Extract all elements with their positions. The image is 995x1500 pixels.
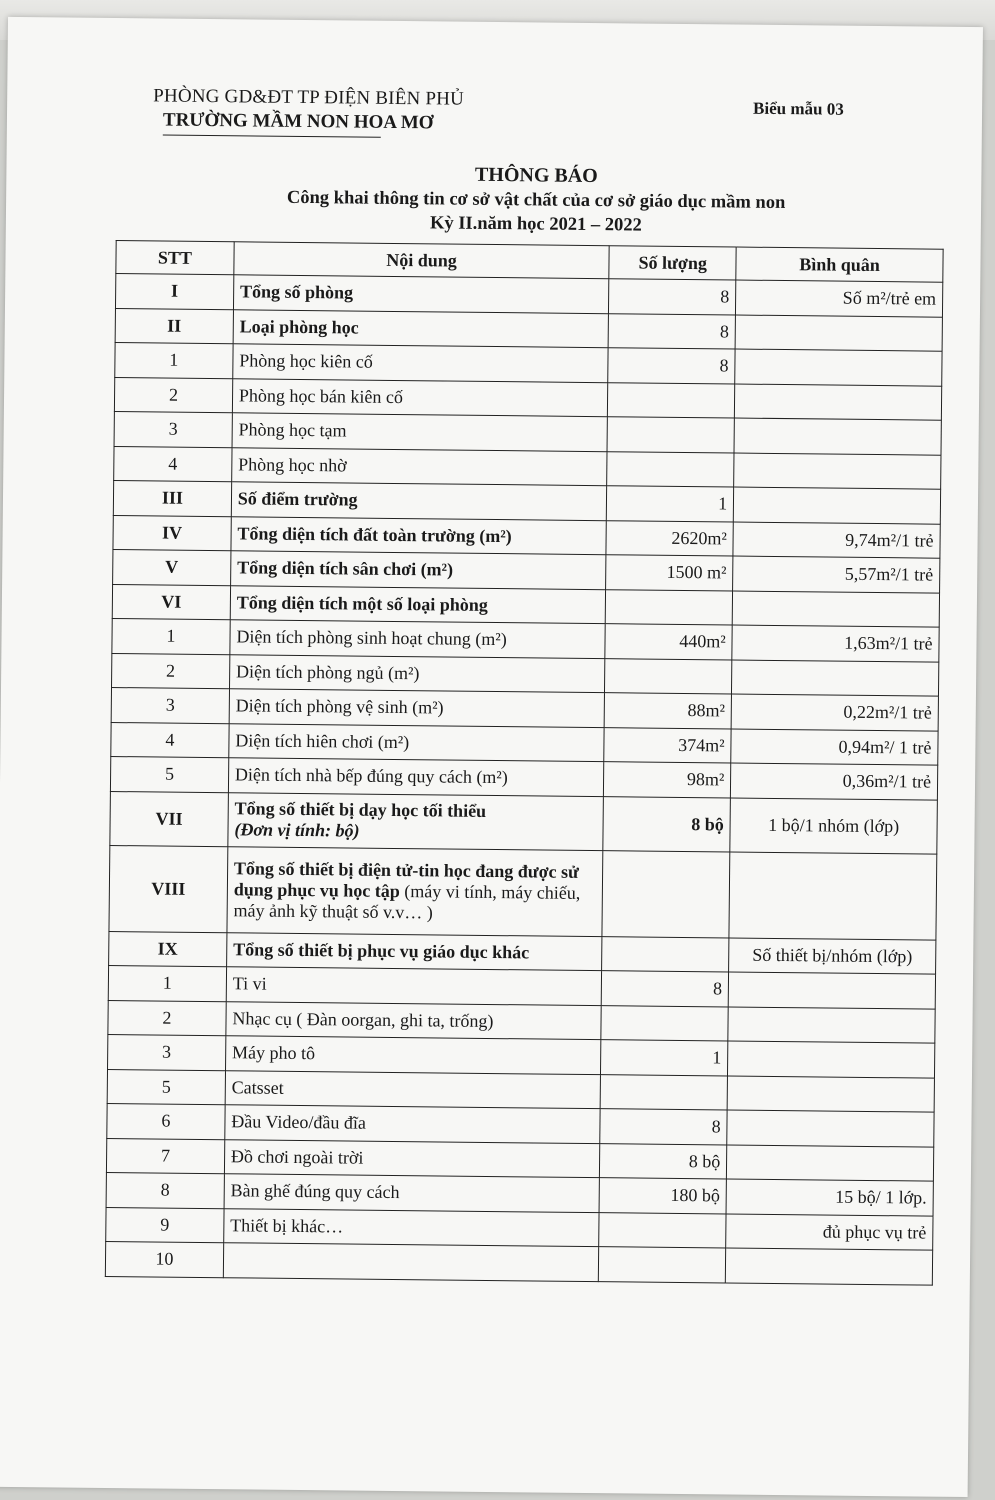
content-text: Tổng số phòng: [239, 281, 354, 303]
cell-stt: 4: [111, 722, 229, 758]
header-average: Bình quân: [736, 247, 943, 282]
cell-quantity: 1500 m²: [606, 555, 733, 591]
cell-quantity: [599, 1247, 726, 1283]
cell-content: [233, 275, 609, 313]
cell-content: [225, 1036, 601, 1074]
cell-content: [233, 309, 609, 347]
content-text: Catsset: [231, 1077, 284, 1098]
content-text: Phòng học bán kiên cố: [238, 385, 404, 407]
content-text: Diện tích phòng sinh hoạt chung (m²): [236, 626, 507, 650]
cell-average: Số thiết bị/nhóm (lớp): [729, 937, 936, 974]
content-text: Tổng diện tích đất toàn trường (m²): [237, 523, 512, 546]
cell-stt: 8: [106, 1172, 224, 1208]
cell-content: [226, 967, 602, 1005]
cell-content: [232, 413, 608, 451]
cell-quantity: 8: [600, 1109, 727, 1145]
cell-average: [727, 1075, 934, 1112]
table-body: [105, 274, 942, 1285]
cell-average: 5,57m²/1 trẻ: [733, 556, 940, 593]
content-text: Phòng học kiên cố: [239, 350, 373, 372]
cell-stt: 5: [110, 757, 228, 793]
cell-content: [227, 846, 603, 936]
cell-content: [225, 1105, 601, 1143]
content-text: Phòng học nhờ: [238, 454, 347, 476]
cell-quantity: 98m²: [604, 762, 731, 798]
cell-stt: 1: [108, 966, 226, 1002]
cell-average: 15 bộ/ 1 lớp.: [726, 1179, 933, 1216]
title-block: [106, 158, 967, 241]
cell-average: [732, 660, 939, 697]
cell-stt: I: [115, 274, 233, 310]
cell-quantity: [607, 417, 734, 453]
cell-content: [225, 1070, 601, 1108]
school-term: Kỳ II.năm học 2021 – 2022: [429, 213, 642, 236]
cell-quantity: 2620m²: [606, 520, 733, 556]
cell-quantity: [605, 658, 732, 694]
cell-average: 1,63m²/1 trẻ: [732, 625, 939, 662]
cell-quantity: 180 bộ: [599, 1178, 726, 1214]
cell-content: [230, 620, 606, 658]
cell-content: [228, 792, 604, 850]
cell-quantity: [602, 936, 729, 972]
cell-content: [231, 516, 607, 554]
content-text: Diện tích hiên chơi (m²): [235, 730, 410, 752]
cell-average: 0,36m²/1 trẻ: [731, 763, 938, 800]
cell-average: 1 bộ/1 nhóm (lớp): [730, 798, 937, 854]
cell-stt: 3: [108, 1034, 226, 1070]
cell-stt: 3: [114, 412, 232, 448]
cell-stt: IX: [109, 931, 227, 967]
cell-average: [728, 1041, 935, 1078]
facilities-table: [105, 240, 944, 1285]
cell-quantity: 8 bộ: [600, 1143, 727, 1179]
cell-average: [728, 1006, 935, 1043]
cell-content: [229, 654, 605, 692]
cell-average: [729, 852, 937, 940]
cell-content: [223, 1243, 599, 1281]
cell-average: [726, 1248, 933, 1285]
content-text: Thiết bị khác…: [230, 1215, 344, 1237]
cell-average: đủ phục vụ trẻ: [726, 1213, 933, 1250]
cell-content: [232, 447, 608, 485]
cell-stt: II: [115, 308, 233, 344]
cell-average: [734, 453, 941, 490]
document-page: [0, 17, 983, 1497]
cell-content: [224, 1174, 600, 1212]
cell-average: [735, 349, 942, 386]
cell-average: 0,22m²/1 trẻ: [731, 694, 938, 731]
cell-quantity: 8: [602, 971, 729, 1007]
cell-content: [224, 1208, 600, 1246]
cell-content: [233, 344, 609, 382]
content-text: Đồ chơi ngoài trời: [230, 1146, 364, 1168]
cell-average: [727, 1110, 934, 1147]
cell-quantity: 1: [601, 1040, 728, 1076]
cell-stt: 1: [112, 619, 230, 655]
table-row: [105, 1241, 932, 1284]
cell-stt: VI: [112, 584, 230, 620]
issuer-block: [153, 84, 464, 138]
header-quantity: Số lượng: [609, 246, 736, 280]
cell-quantity: 88m²: [604, 693, 731, 729]
cell-quantity: [607, 451, 734, 487]
cell-content: [232, 378, 608, 416]
cell-stt: 2: [114, 377, 232, 413]
table-row: [109, 845, 937, 940]
content-text: Bàn ghế đúng quy cách: [230, 1180, 400, 1203]
cell-quantity: 8: [608, 313, 735, 349]
cell-content: [230, 551, 606, 589]
cell-content: [229, 689, 605, 727]
cell-average: [734, 418, 941, 455]
cell-quantity: 374m²: [604, 727, 731, 763]
cell-stt: VIII: [109, 845, 228, 932]
cell-quantity: [608, 382, 735, 418]
document-title: THÔNG BÁO: [474, 163, 598, 188]
cell-stt: 7: [106, 1138, 224, 1174]
content-text: Diện tích nhà bếp đúng quy cách (m²): [234, 764, 508, 788]
content-text: Máy pho tô: [231, 1042, 316, 1064]
cell-quantity: [602, 850, 730, 937]
cell-content: [230, 585, 606, 623]
content-text: Số điểm trường: [237, 488, 358, 510]
cell-average: Số m²/trẻ em: [736, 280, 943, 317]
department-name: PHÒNG GD&ĐT TP ĐIỆN BIÊN PHỦ: [153, 85, 465, 110]
cell-quantity: 8: [609, 279, 736, 315]
cell-quantity: [599, 1212, 726, 1248]
cell-stt: 5: [107, 1069, 225, 1105]
cell-stt: 6: [107, 1103, 225, 1139]
header-stt: STT: [116, 241, 234, 275]
cell-average: [727, 1144, 934, 1181]
school-underline: [163, 135, 381, 138]
cell-average: [733, 487, 940, 524]
cell-stt: 1: [115, 343, 233, 379]
cell-quantity: 8: [608, 348, 735, 384]
school-name: TRƯỜNG MẦM NON HOA MƠ: [162, 109, 434, 134]
content-text: Ti vi: [232, 973, 267, 994]
content-text: Tổng diện tích một số loại phòng: [236, 592, 488, 615]
document-subtitle: Công khai thông tin cơ sở vật chất của cơ sở giáo dục mầm non: [286, 187, 786, 214]
content-text: Tổng diện tích sân chơi (m²): [237, 557, 454, 580]
cell-average: [728, 972, 935, 1009]
content-text: Tổng số thiết bị dạy học tối thiểu: [234, 798, 487, 821]
cell-average: 9,74m²/1 trẻ: [733, 522, 940, 559]
header-content: Nội dung: [234, 242, 610, 279]
cell-stt: VII: [110, 791, 228, 846]
cell-content: [226, 1001, 602, 1039]
content-text: Nhạc cụ ( Đàn oorgan, ghi ta, trống): [232, 1008, 494, 1031]
content-text: Diện tích phòng ngủ (m²): [235, 661, 420, 683]
content-text: Diện tích phòng vệ sinh (m²): [235, 695, 444, 718]
cell-stt: IV: [113, 515, 231, 551]
cell-stt: 4: [114, 446, 232, 482]
cell-content: [226, 932, 602, 970]
cell-quantity: 1: [607, 486, 734, 522]
content-tail: (máy vi tính, máy chiếu, máy ảnh kỹ thuật số v.v… ): [233, 880, 581, 922]
cell-content: [228, 758, 604, 796]
cell-quantity: 8 bộ: [603, 796, 730, 851]
cell-stt: 9: [106, 1207, 224, 1243]
cell-content: [224, 1139, 600, 1177]
cell-quantity: 440m²: [605, 624, 732, 660]
cell-content: [229, 723, 605, 761]
cell-content: [231, 482, 607, 520]
cell-quantity: [606, 589, 733, 625]
cell-stt: 3: [111, 688, 229, 724]
content-text: Loại phòng học: [239, 316, 359, 338]
content-text: Tổng số thiết bị phục vụ giáo dục khác: [233, 939, 530, 963]
form-number: Biểu mẫu 03: [753, 98, 844, 119]
cell-stt: 10: [105, 1241, 223, 1277]
cell-average: [735, 384, 942, 421]
cell-quantity: [601, 1005, 728, 1041]
content-unit-note: (Đơn vị tính: bộ): [234, 819, 360, 841]
cell-stt: V: [113, 550, 231, 586]
table-row: [110, 791, 938, 854]
content-text: Đầu Video/đầu đĩa: [231, 1111, 366, 1133]
cell-stt: 2: [108, 1000, 226, 1036]
cell-stt: III: [113, 481, 231, 517]
cell-average: [735, 315, 942, 352]
content-text: Tổng số thiết bị điện tử-tin học đang được sử dụng phục vụ học tập: [233, 857, 580, 901]
content-text: Phòng học tạm: [238, 419, 347, 441]
cell-stt: 2: [112, 653, 230, 689]
cell-average: [732, 591, 939, 628]
cell-quantity: [600, 1074, 727, 1110]
cell-average: 0,94m²/ 1 trẻ: [731, 729, 938, 766]
